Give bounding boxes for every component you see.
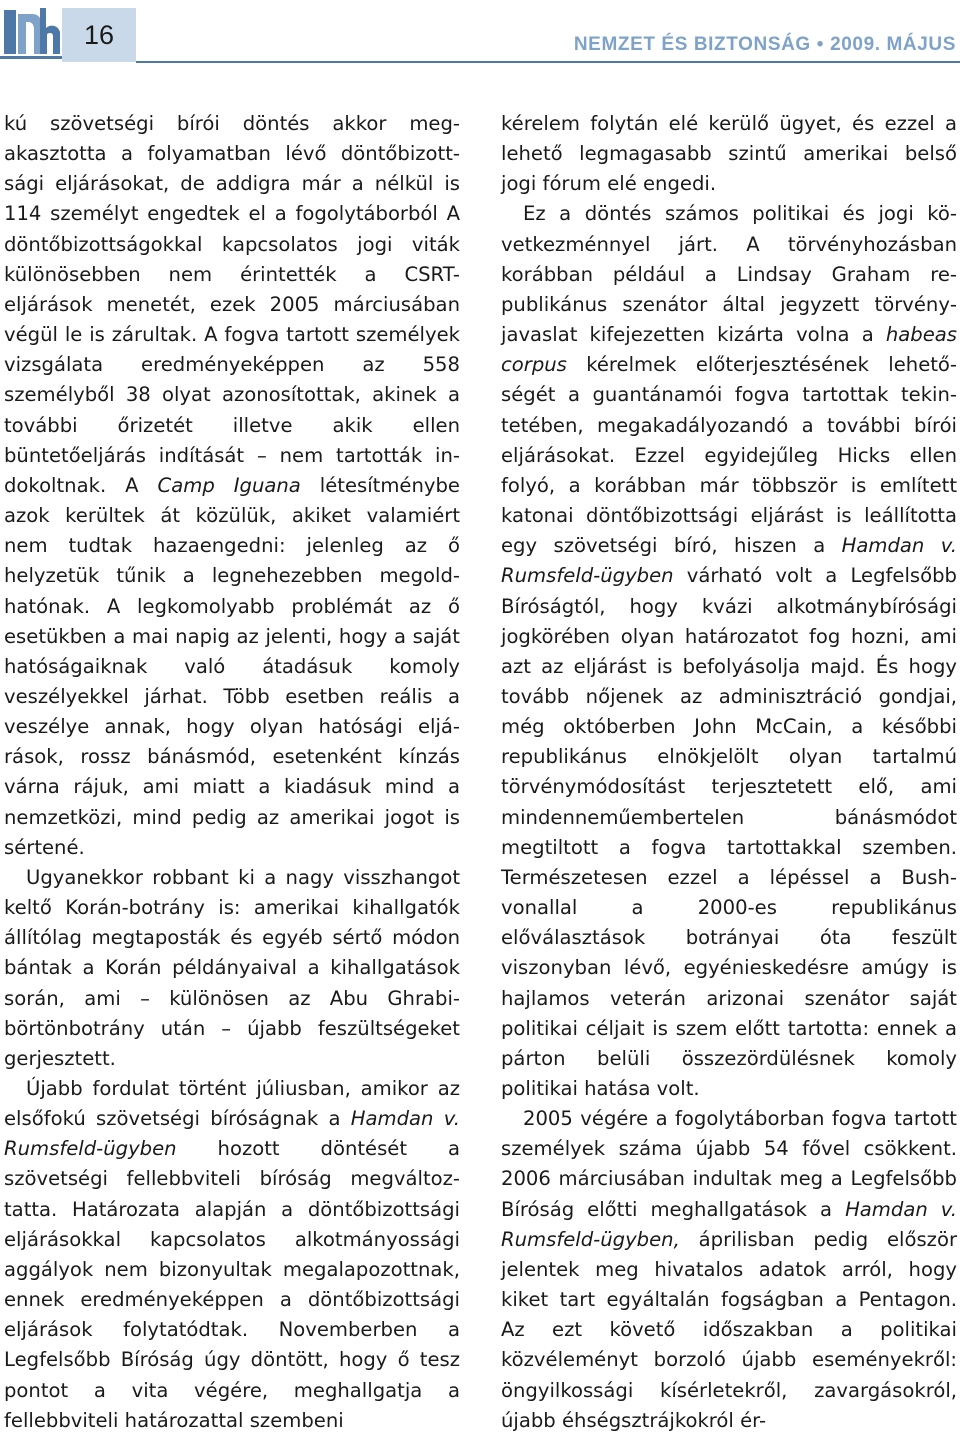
- paragraph: Ugyanekkor robbant ki a nagy visszhangot keltő Korán-botrány is: amerikai kihallgatók állítólag megtaposták és egyéb sértő módon bántak a Korán példányaival a kihallgatások során, ami – különösen az Abu Ghrabi-börtönbotrány után – újabb feszültségeket gerjesztett.: [4, 865, 460, 1070]
- paragraph: [4, 109, 460, 863]
- header-rule: [136, 61, 960, 63]
- text-run: 2005 végére a fogolytáborban fogva tartott személyek száma újabb 54 fővel csökkent. 2006 márciusában indultak meg a Legfelsőbb Bíróság előtti meghallgatások a: [501, 1107, 957, 1221]
- paragraph: [501, 199, 957, 1104]
- text-run: kérelmek előterjesztésének lehetőségét a guantánamói fogva tartottak tekintetében, megakadályozandó a további bírói eljárásokat. Ezzel egyidejűleg Hicks ellen folyó, a korábban már többször is említett katonai döntőbizottsági eljárást is leállította egy szövetségi bíró, hiszen a: [501, 353, 957, 558]
- paragraph: [501, 1104, 957, 1436]
- text-run: áprilisban pedig először jelentek meg hivatalos adatok arról, hogy kiket tart egyáltalán fogságban a Pentagon. Az ezt követő időszakban a politikai közvéleményt borzoló újabb eseményekről: öngyilkossági kísérletekről, zavargásokról, újabb éhségsztrájkokról ér-: [501, 1227, 957, 1432]
- text-run: Újabb fordulat történt júliusban, amikor az elsőfokú szövetségi bíróságnak a: [4, 1077, 460, 1131]
- separator-dot: •: [816, 34, 825, 55]
- italic-term: Hamdan v. Rumsfeld-ügyben: [501, 534, 957, 588]
- issue-date: 2009. MÁJUS: [830, 34, 956, 55]
- text-run: várható volt a Legfelsőbb Bíróságtól, hogy kvázi alkotmánybírósági jogkörében olyan határozatot fog hozni, ami azt az eljárást is befolyásolja majd. És hogy tovább nőjenek az adminisztráció gondjai, még októberben John McCain, a későbbi republikánus elnökjelölt olyan tartalmú törvénymódosítást terjesztetett elő, ami mindenneműembertelen bánásmódot megtiltott a fogva tartottakkal szemben. Természetesen ezzel a lépéssel a Bush-vonallal a 2000-es republikánus előválasztások botrányai óta feszült viszonyban lévő, egyénieskedésre amúgy is hajlamos veterán arizonai szenátor saját politikai céljait is szem előtt tartotta: ennek a párton belüli összezördülésnek komoly politikai hatása volt.: [501, 564, 957, 1100]
- text-run: hozott döntését a szövetségi fellebbviteli bíróság megváltoztatta. Határozata alapján a döntőbizottsági eljárásokkal kapcsolatos alkotmányossági aggályok nem bizonyultak megalapozottnak, ennek eredményeképpen a döntőbizottsági eljárások folytatódtak. Novemberben a Legfelsőbb Bíróság úgy döntött, hogy ő tesz pontot a vita végére, meghallgatja a fellebbviteli határozattal szembeni: [4, 1137, 460, 1432]
- text-run: Ez a döntés számos politikai és jogi következménnyel járt. A törvényhozásban korábban például a Lindsay Graham republikánus szenátor által jegyzett törvényjavaslat kifejezetten kizárta volna a: [501, 202, 957, 347]
- italic-term: Hamdan v. Rumsfeld-ügyben,: [501, 1197, 957, 1251]
- running-head: [574, 34, 956, 56]
- italic-term: Hamdan v. Rumsfeld-ügyben: [4, 1107, 460, 1161]
- nb-logo-icon: [0, 4, 62, 62]
- journal-title: NEMZET ÉS BIZTONSÁG: [573, 34, 811, 55]
- text-run: létesítménybe azok kerültek át közülük, akiket valamiért nem tudtak hazaengedni: jelenleg az ő helyzetük tűnik a legnehezebben megoldhatónak. A legkomolyabb problémát az ő esetükben a mai napig az jelenti, hogy a saját hatóságaiknak való átadásuk komoly veszélyekkel járhat. Több esetben reális a veszélye annak, hogy olyan hatósági eljárások, rossz bánásmód, esetenként kínzás várna rájuk, ami miatt a kiadásuk mind a nemzetközi, mind pedig az amerikai jogot is sértené.: [4, 473, 460, 859]
- left-column: [4, 109, 460, 1436]
- page-number: 16: [62, 8, 136, 62]
- paragraph: [4, 1074, 460, 1436]
- italic-term: habeas corpus: [501, 323, 957, 377]
- right-column: [501, 109, 957, 1436]
- italic-term: Camp Iguana: [157, 473, 301, 497]
- page-header: [0, 0, 960, 66]
- paragraph: kérelem folytán elé kerülő ügyet, és ezzel a lehető legmagasabb szintű amerikai belső jogi fórum elé engedi.: [501, 112, 957, 196]
- text-run: kú szövetségi bírói döntés akkor megakasztotta a folyamatban lévő döntőbizottsági eljárásokat, de addigra már a nélkül is 114 személyt engedtek el a fogolytáborból A döntőbizottságokkal kapcsolatos jogi viták különösebben nem érintették a CSRT-eljárások menetét, ezek 2005 márciusában végül le is zárultak. A fogva tartott személyek vizsgálata eredményeképpen az 558 személyből 38 olyat azonosítottak, akinek a további őrizetét illetve akik ellen büntetőeljárás indítását – nem tartották indokoltnak. A: [4, 112, 460, 497]
